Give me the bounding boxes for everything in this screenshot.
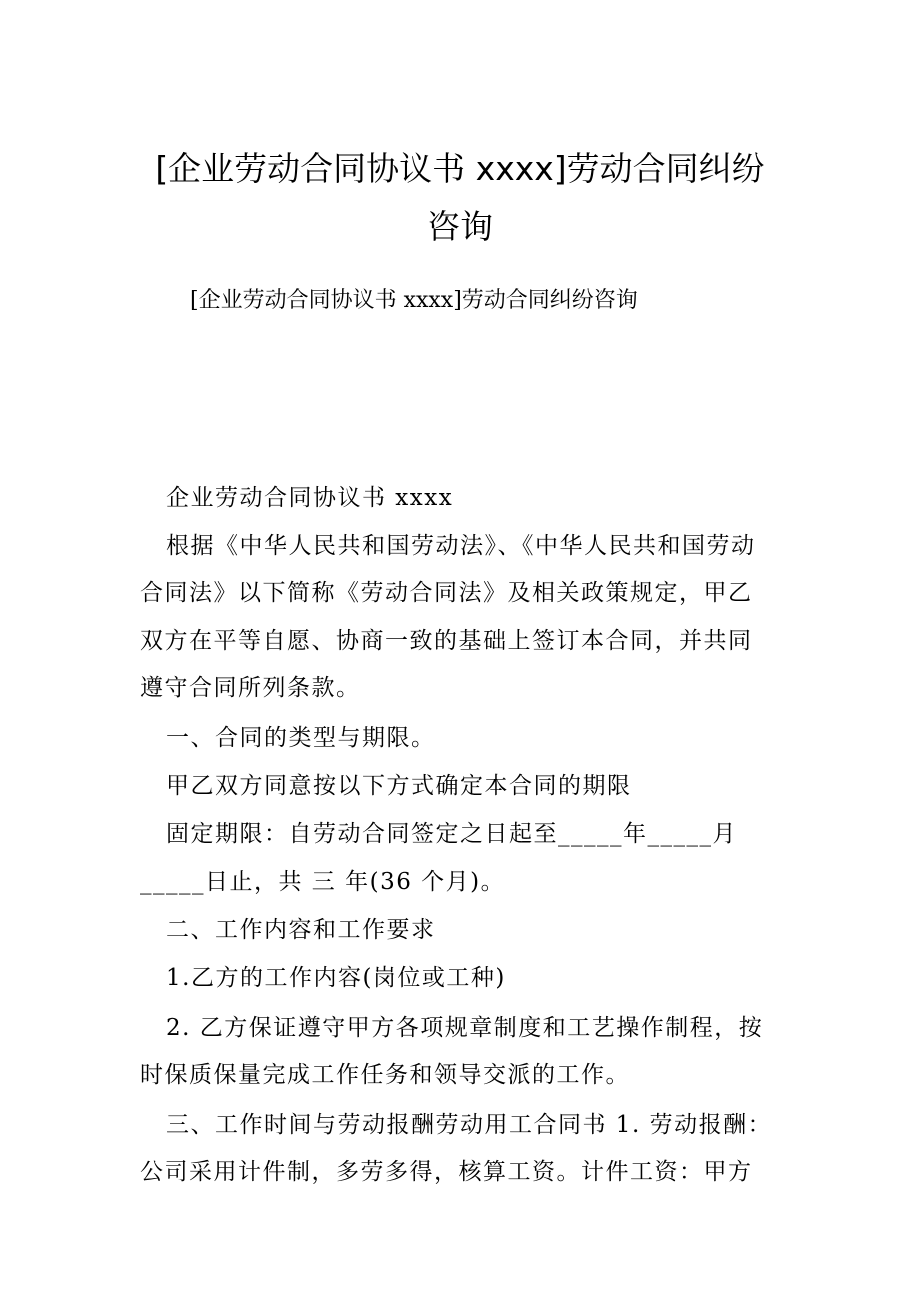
document-subtitle: [企业劳动合同协议书 xxxx]劳动合同纠纷咨询 (190, 288, 638, 313)
clause-heading: 二、工作内容和工作要求 (166, 917, 436, 943)
paragraph-line: _____日止，共 三 年(36 个月)。 (140, 869, 506, 895)
clause-heading: 一、合同的类型与期限。 (166, 725, 436, 751)
paragraph-line: 双方在平等自愿、协商一致的基础上签订本合同，并共同 (140, 628, 753, 654)
paragraph-line: 根据《中华人民共和国劳动法》、《中华人民共和国劳动 (166, 533, 756, 559)
section-heading: 企业劳动合同协议书 xxxx (166, 485, 454, 511)
document-title (100, 140, 820, 256)
paragraph-line: 1.乙方的工作内容(岗位或工种) (166, 965, 506, 991)
paragraph-line: 合同法》以下简称《劳动合同法》及相关政策规定，甲乙 (140, 580, 753, 606)
title-line-2: 咨询 (427, 207, 493, 246)
paragraph-line: 甲乙双方同意按以下方式确定本合同的期限 (166, 773, 632, 799)
paragraph-line: 遵守合同所列条款。 (140, 675, 361, 701)
paragraph-line: 公司采用计件制，多劳多得，核算工资。计件工资：甲方 (140, 1159, 753, 1185)
paragraph-line: 固定期限：自劳动合同签定之日起至_____年_____月 (166, 821, 737, 847)
title-line-1: [企业劳动合同协议书 xxxx]劳动合同纠纷 (155, 149, 765, 188)
paragraph-line: 时保质保量完成工作任务和领导交派的工作。 (140, 1062, 630, 1088)
clause-heading: 三、工作时间与劳动报酬劳动用工合同书 1. 劳动报酬： (166, 1112, 773, 1138)
paragraph-line: 2. 乙方保证遵守甲方各项规章制度和工艺操作制程，按 (166, 1015, 764, 1041)
